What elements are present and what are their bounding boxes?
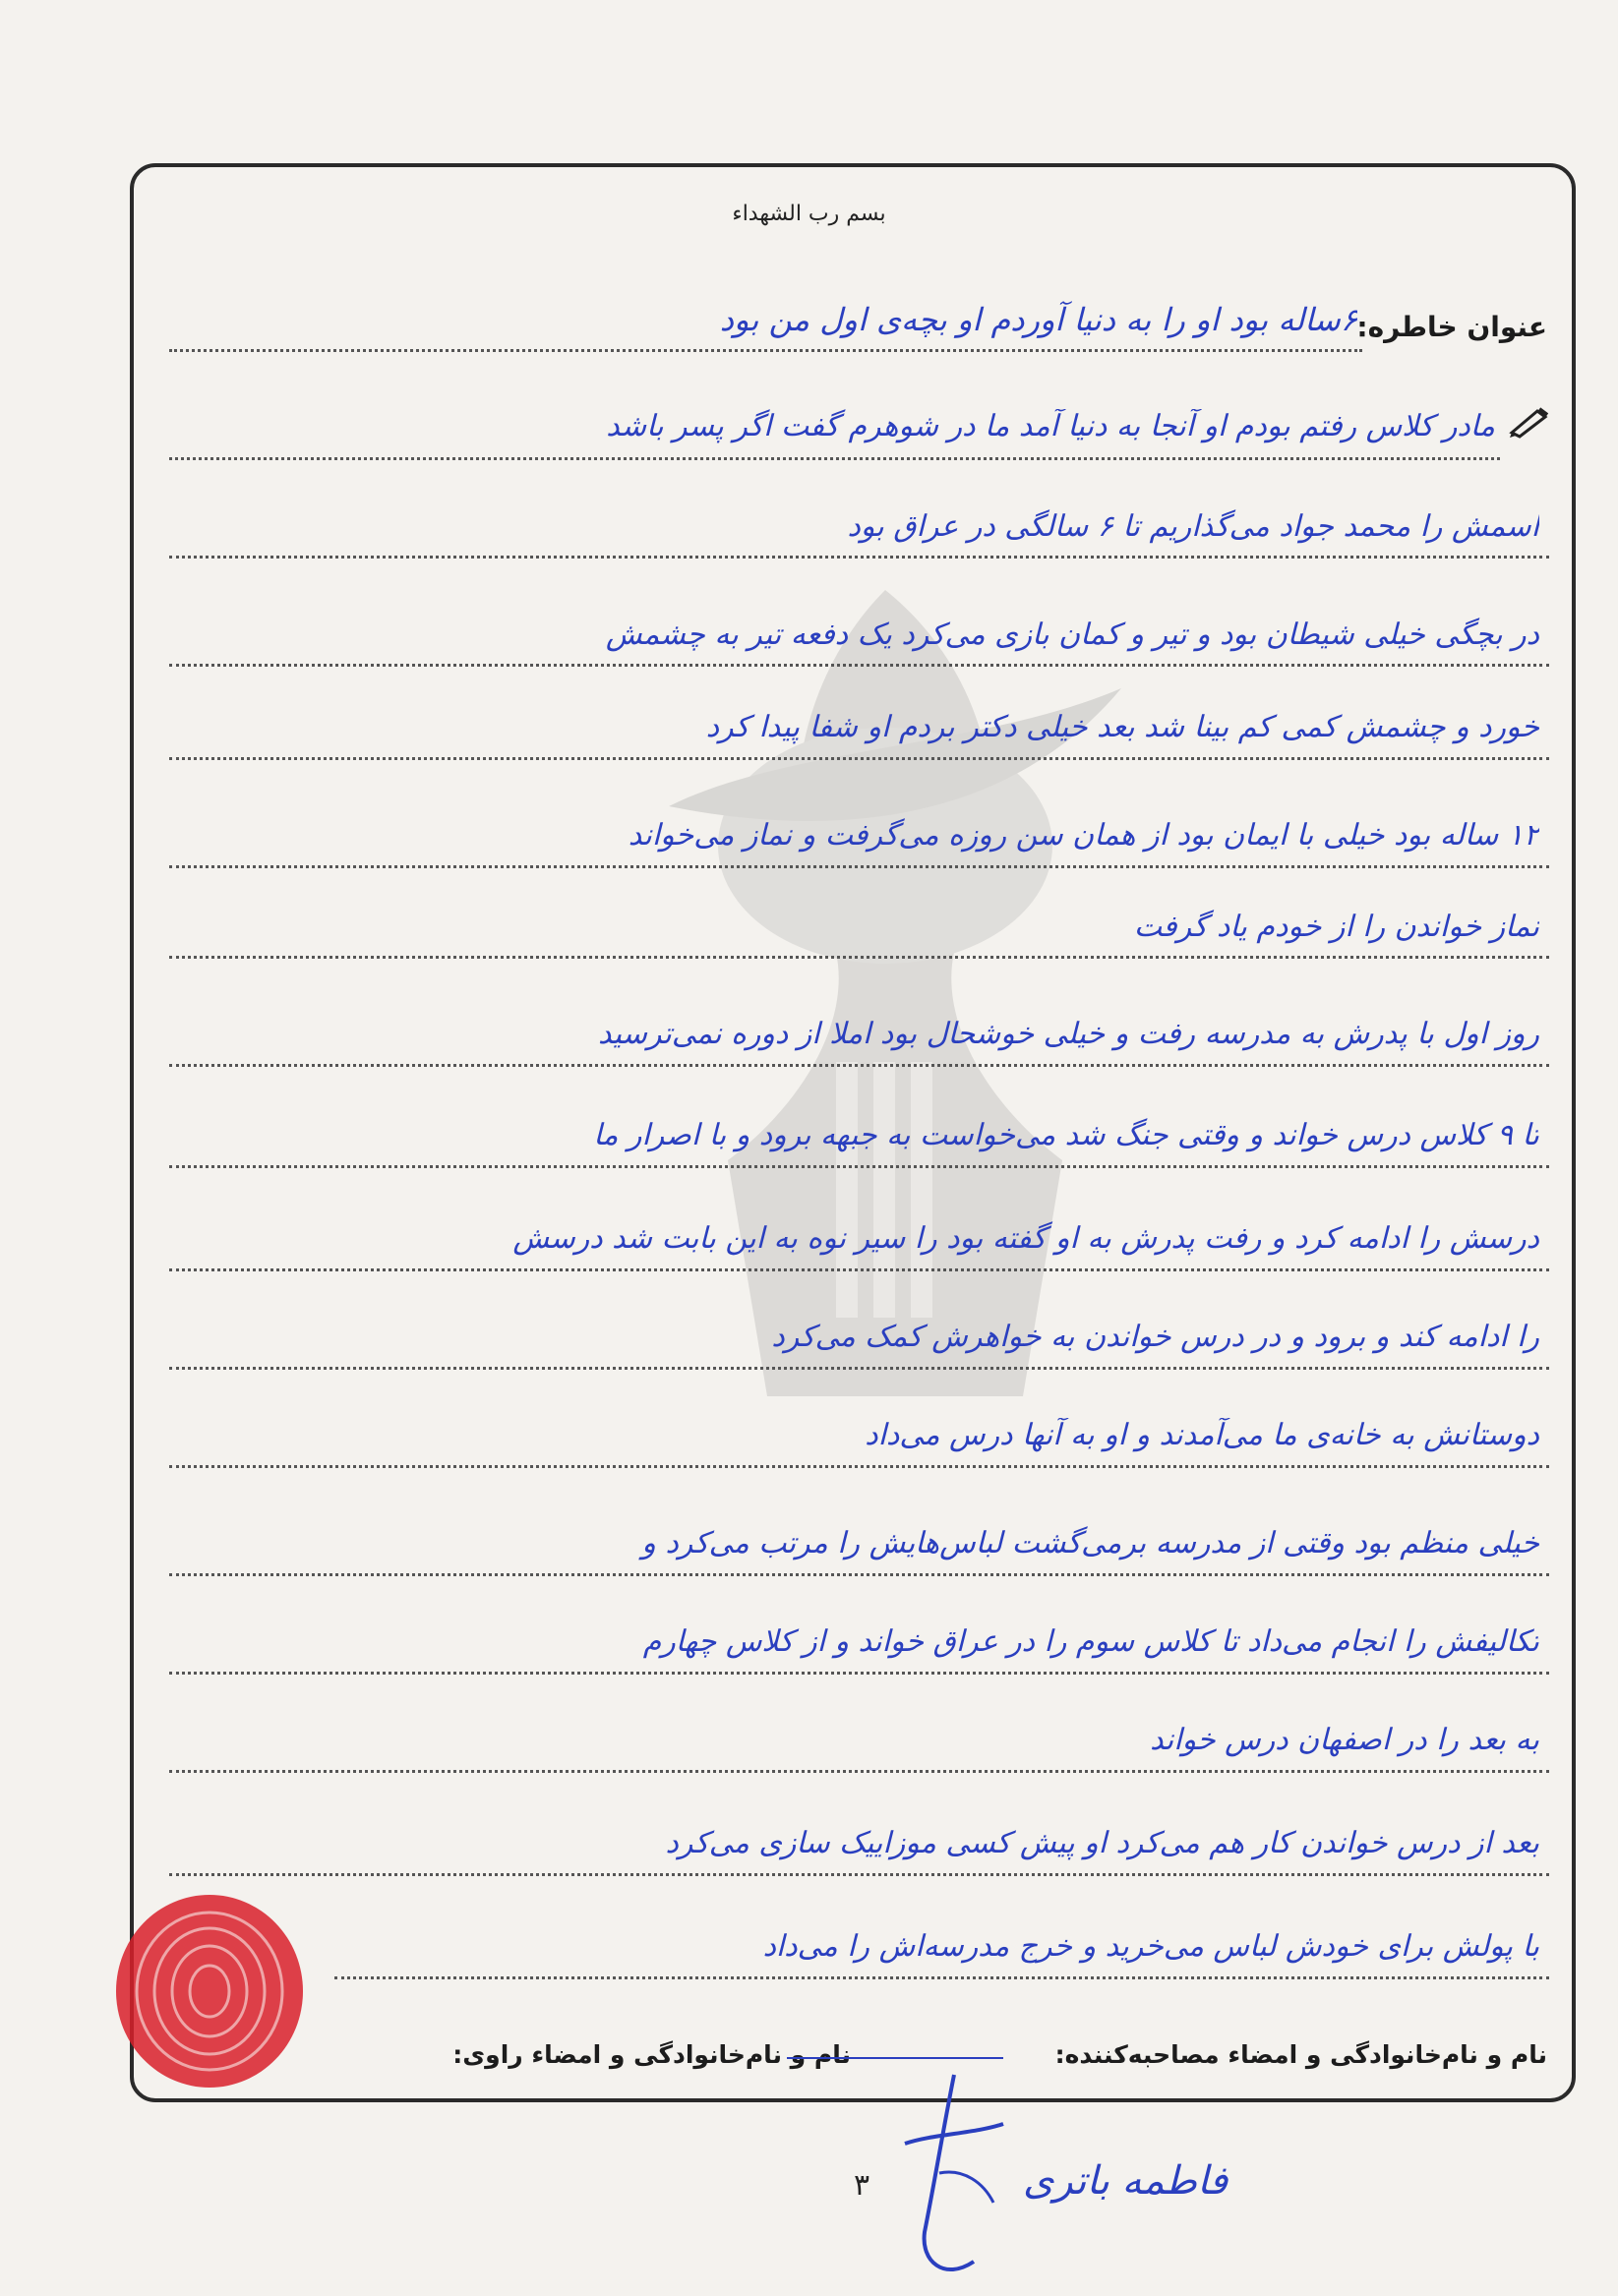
memoir-line: با پولش برای خودش لباس می‌خرید و خرج مدرسه‌اش را می‌داد — [762, 1929, 1539, 1964]
dotted-line — [334, 1976, 1549, 1979]
page-number: ۳ — [854, 2168, 870, 2203]
interviewer-signature-label: نام و نام‌خانوادگی و امضاء مصاحبه‌کننده: — [1054, 2040, 1547, 2069]
handwritten-signature-icon — [885, 2065, 1023, 2291]
memoir-line: مادر کلاس رفتم بودم او آنجا به دنیا آمد ما در شوهرم گفت اگر پسر باشد — [606, 409, 1495, 443]
memoir-line: درسش را ادامه کرد و رفت پدرش به او گفته بود را سیر نوه به این بابت شد درسش — [512, 1221, 1539, 1256]
dotted-line — [169, 457, 1500, 460]
memoir-line: در بچگی خیلی شیطان بود و تیر و کمان بازی می‌کرد یک دفعه تیر به چشمش — [605, 618, 1539, 652]
dotted-line — [169, 1672, 1549, 1675]
pen-writing-icon — [1508, 405, 1553, 439]
dotted-line — [169, 1465, 1549, 1468]
dotted-line — [169, 664, 1549, 667]
memoir-title-label: عنوان خاطره: — [1356, 311, 1547, 343]
dotted-line — [169, 1573, 1549, 1576]
dotted-line — [169, 956, 1549, 959]
memoir-line: بعد از درس خواندن کار هم می‌کرد او پیش کسی موزاییک سازی می‌کرد — [665, 1826, 1539, 1860]
dotted-line — [169, 1064, 1549, 1067]
dotted-line — [169, 1165, 1549, 1168]
memoir-line: به بعد را در اصفهان درس خواند — [1150, 1723, 1539, 1757]
narrator-signature-label: نام و نام‌خانوادگی و امضاء راوی: — [452, 2040, 851, 2069]
memoir-line: روز اول با پدرش به مدرسه رفت و خیلی خوشحال بود املا از دوره نمی‌ترسید — [598, 1017, 1539, 1051]
signature-underline — [787, 2057, 1003, 2059]
memoir-line: تا ۹ کلاس درس خواند و وقتی جنگ شد می‌خواست به جبهه برود و با اصرار ما — [593, 1118, 1539, 1152]
dotted-line — [169, 865, 1549, 868]
memoir-line: اسمش را محمد جواد می‌گذاریم تا ۶ سالگی در عراق بود — [847, 509, 1539, 544]
narrator-name: فاطمه باتری — [1023, 2158, 1228, 2204]
dotted-line — [169, 1770, 1549, 1773]
memoir-line: خیلی منظم بود وقتی از مدرسه برمی‌گشت لباس‌هایش را مرتب می‌کرد و — [641, 1526, 1539, 1560]
dotted-line — [169, 556, 1549, 559]
memoir-line: را ادامه کند و برود و در درس خواندن به خواهرش کمک می‌کرد — [771, 1320, 1539, 1354]
dotted-line — [169, 757, 1549, 760]
memoir-line: نماز خواندن را از خودم یاد گرفت — [1133, 910, 1539, 944]
memoir-line: خورد و چشمش کمی کم بینا شد بعد خیلی دکتر بردم او شفا پیدا کرد — [705, 710, 1539, 744]
memoir-line: دوستانش به خانه‌ی ما می‌آمدند و او به آنها درس می‌داد — [865, 1418, 1539, 1452]
memoir-line: ۱۲ ساله بود خیلی با ایمان بود از همان سن روزه می‌گرفت و نماز می‌خواند — [628, 818, 1539, 853]
memoir-title-value: ۶ساله بود او را به دنیا آوردم او بچه‌ی اول من بود — [719, 301, 1357, 338]
dotted-line — [169, 1268, 1549, 1271]
page-header: بسم رب الشهداء — [732, 202, 886, 226]
memoir-line: تکالیفش را انجام می‌داد تا کلاس سوم را در عراق خواند و از کلاس چهارم — [642, 1624, 1539, 1659]
title-dotted-line — [169, 349, 1362, 352]
dotted-line — [169, 1367, 1549, 1370]
fingerprint-stamp-icon — [106, 1888, 313, 2094]
dotted-line — [169, 1873, 1549, 1876]
